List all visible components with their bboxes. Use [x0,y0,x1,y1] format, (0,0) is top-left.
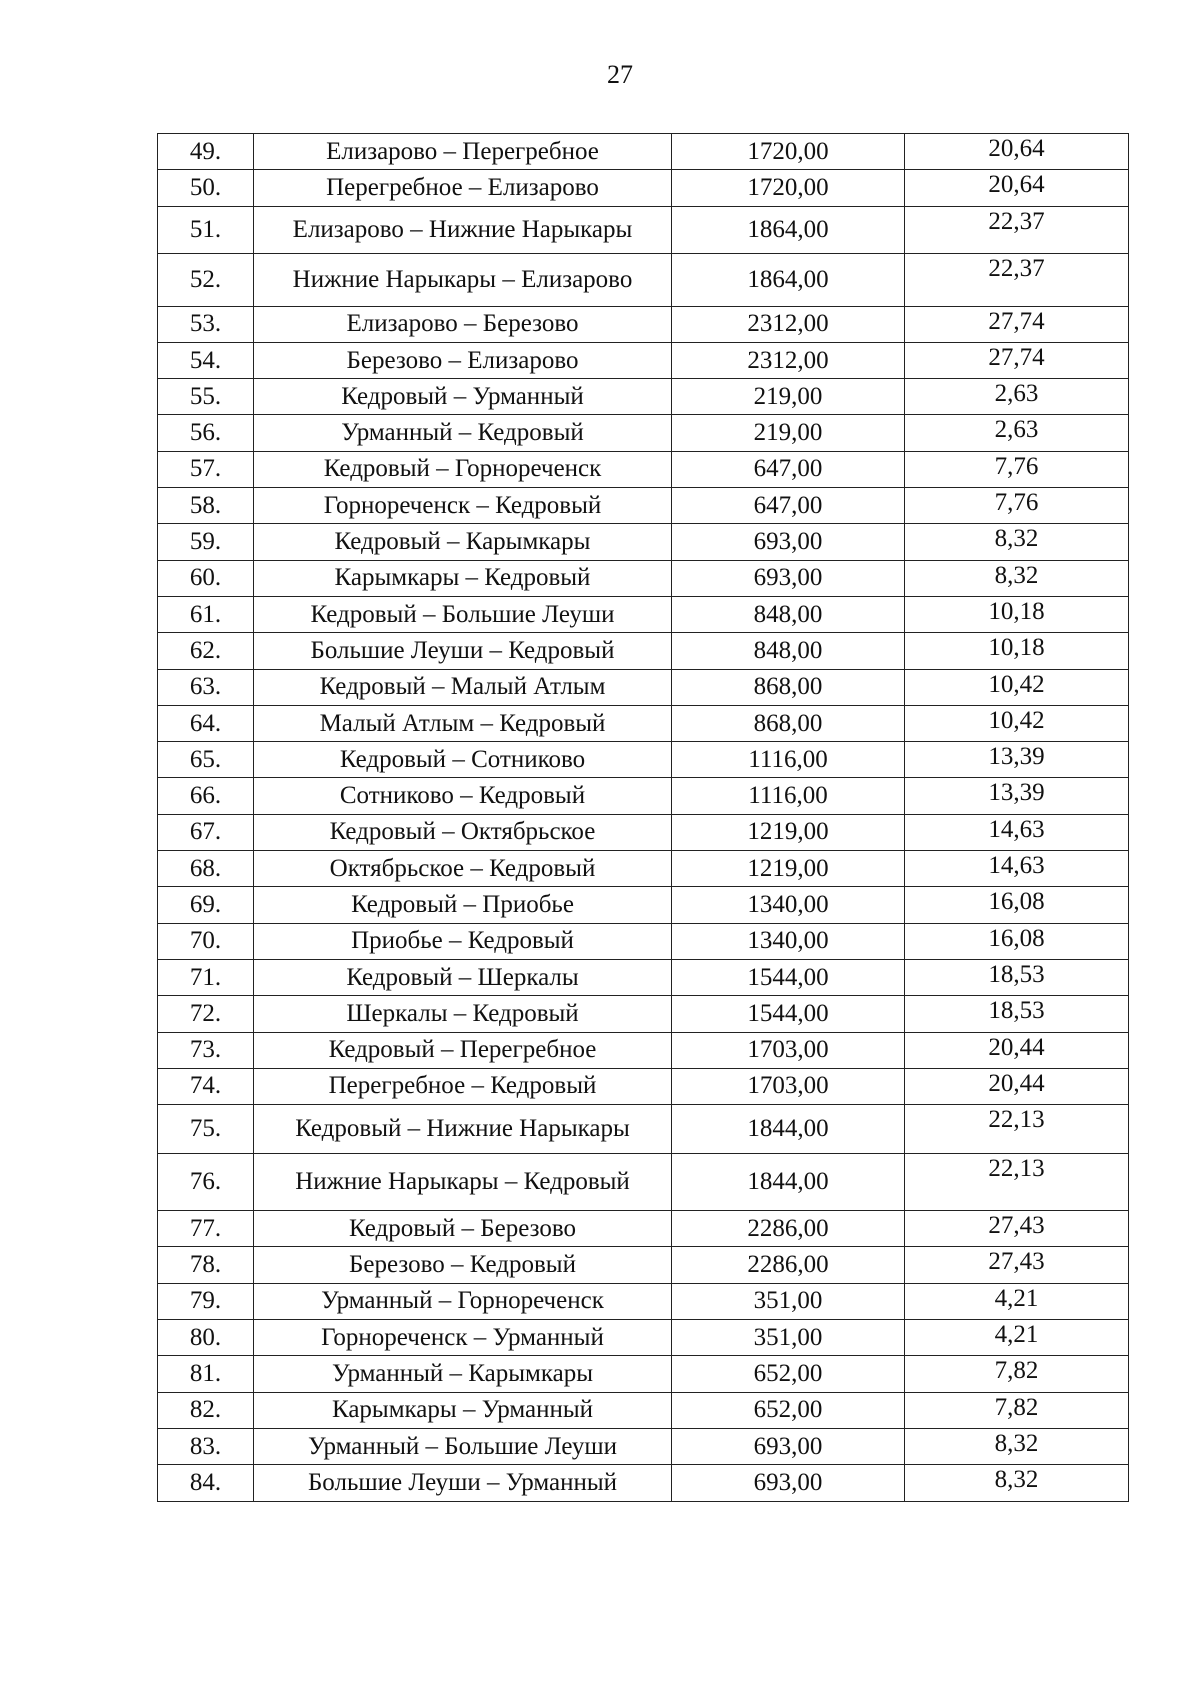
route-distance: 1720,00 [672,170,905,206]
route-value: 27,74 [905,342,1129,378]
table-row [158,669,1129,705]
row-number: 64. [158,705,254,741]
route-value: 7,82 [905,1392,1129,1428]
table-row [158,1428,1129,1464]
table-row [158,1154,1129,1211]
route-name: Елизарово – Нижние Нарыкары [254,206,672,253]
row-number: 56. [158,415,254,451]
table-row [158,1105,1129,1154]
row-number: 68. [158,851,254,887]
route-name: Кедровый – Перегребное [254,1032,672,1068]
route-name: Елизарово – Перегребное [254,134,672,170]
route-value: 2,63 [905,379,1129,415]
route-distance: 1116,00 [672,742,905,778]
route-distance: 219,00 [672,415,905,451]
route-distance: 2312,00 [672,342,905,378]
table-row [158,134,1129,170]
table-row [158,379,1129,415]
table-body [158,134,1129,1502]
table-row [158,1356,1129,1392]
route-distance: 693,00 [672,1428,905,1464]
row-number: 58. [158,488,254,524]
table-row [158,451,1129,487]
route-name: Нижние Нарыкары – Кедровый [254,1154,672,1211]
route-value: 27,74 [905,306,1129,342]
route-value: 2,63 [905,415,1129,451]
route-name: Урманный – Большие Леуши [254,1428,672,1464]
route-name: Кедровый – Октябрьское [254,814,672,850]
row-number: 65. [158,742,254,778]
route-distance: 693,00 [672,524,905,560]
route-value: 8,32 [905,1428,1129,1464]
route-value: 7,82 [905,1356,1129,1392]
row-number: 83. [158,1428,254,1464]
route-value: 20,64 [905,134,1129,170]
table-row [158,1392,1129,1428]
row-number: 62. [158,633,254,669]
route-distance: 868,00 [672,705,905,741]
route-name: Елизарово – Березово [254,306,672,342]
row-number: 80. [158,1320,254,1356]
route-distance: 693,00 [672,1465,905,1501]
row-number: 61. [158,596,254,632]
route-distance: 1219,00 [672,814,905,850]
route-distance: 1703,00 [672,1068,905,1104]
table-row [158,1465,1129,1501]
row-number: 55. [158,379,254,415]
route-value: 4,21 [905,1283,1129,1319]
route-name: Карымкары – Урманный [254,1392,672,1428]
route-distance: 1703,00 [672,1032,905,1068]
route-value: 14,63 [905,814,1129,850]
table-row [158,206,1129,253]
route-value: 27,43 [905,1247,1129,1283]
table-row [158,596,1129,632]
row-number: 82. [158,1392,254,1428]
table-row [158,342,1129,378]
route-name: Урманный – Кедровый [254,415,672,451]
route-name: Кедровый – Шеркалы [254,959,672,995]
row-number: 54. [158,342,254,378]
table-row [158,959,1129,995]
route-distance: 2312,00 [672,306,905,342]
row-number: 74. [158,1068,254,1104]
table-row [158,1032,1129,1068]
route-distance: 848,00 [672,633,905,669]
route-value: 22,13 [905,1154,1129,1211]
table-row [158,1211,1129,1247]
route-value: 20,44 [905,1032,1129,1068]
route-distance: 693,00 [672,560,905,596]
row-number: 81. [158,1356,254,1392]
route-name: Горнореченск – Урманный [254,1320,672,1356]
row-number: 50. [158,170,254,206]
table-row [158,1068,1129,1104]
route-name: Кедровый – Сотниково [254,742,672,778]
table-row [158,253,1129,306]
row-number: 53. [158,306,254,342]
row-number: 59. [158,524,254,560]
route-value: 10,42 [905,669,1129,705]
route-distance: 1844,00 [672,1154,905,1211]
table-row [158,778,1129,814]
row-number: 67. [158,814,254,850]
route-value: 14,63 [905,851,1129,887]
route-value: 7,76 [905,451,1129,487]
route-name: Октябрьское – Кедровый [254,851,672,887]
route-distance: 1340,00 [672,923,905,959]
table-row [158,1247,1129,1283]
route-distance: 2286,00 [672,1247,905,1283]
row-number: 79. [158,1283,254,1319]
route-distance: 848,00 [672,596,905,632]
route-value: 4,21 [905,1320,1129,1356]
route-value: 7,76 [905,488,1129,524]
route-value: 16,08 [905,887,1129,923]
route-value: 10,18 [905,633,1129,669]
table-row [158,633,1129,669]
row-number: 84. [158,1465,254,1501]
route-name: Сотниково – Кедровый [254,778,672,814]
route-value: 20,64 [905,170,1129,206]
route-value: 18,53 [905,959,1129,995]
table-row [158,415,1129,451]
route-name: Урманный – Карымкары [254,1356,672,1392]
row-number: 69. [158,887,254,923]
route-name: Приобье – Кедровый [254,923,672,959]
route-name: Кедровый – Горнореченск [254,451,672,487]
row-number: 77. [158,1211,254,1247]
row-number: 71. [158,959,254,995]
route-distance: 1544,00 [672,996,905,1032]
route-name: Кедровый – Березово [254,1211,672,1247]
row-number: 60. [158,560,254,596]
route-distance: 647,00 [672,488,905,524]
route-distance: 1864,00 [672,253,905,306]
route-value: 10,42 [905,705,1129,741]
table-row [158,1320,1129,1356]
row-number: 52. [158,253,254,306]
route-name: Урманный – Горнореченск [254,1283,672,1319]
table-row [158,1283,1129,1319]
route-distance: 1544,00 [672,959,905,995]
route-table [157,133,1129,1502]
route-name: Карымкары – Кедровый [254,560,672,596]
table-row [158,560,1129,596]
route-value: 13,39 [905,778,1129,814]
route-distance: 1720,00 [672,134,905,170]
table-row [158,524,1129,560]
row-number: 76. [158,1154,254,1211]
route-value: 16,08 [905,923,1129,959]
table-row [158,705,1129,741]
route-value: 8,32 [905,560,1129,596]
route-name: Большие Леуши – Кедровый [254,633,672,669]
table-row [158,306,1129,342]
route-distance: 351,00 [672,1283,905,1319]
route-value: 8,32 [905,1465,1129,1501]
route-distance: 1864,00 [672,206,905,253]
route-distance: 351,00 [672,1320,905,1356]
route-name: Перегребное – Кедровый [254,1068,672,1104]
route-name: Кедровый – Нижние Нарыкары [254,1105,672,1154]
route-distance: 1844,00 [672,1105,905,1154]
route-name: Перегребное – Елизарово [254,170,672,206]
table-row [158,488,1129,524]
route-name: Кедровый – Карымкары [254,524,672,560]
route-value: 22,37 [905,253,1129,306]
route-distance: 1116,00 [672,778,905,814]
route-value: 20,44 [905,1068,1129,1104]
row-number: 75. [158,1105,254,1154]
route-name: Кедровый – Большие Леуши [254,596,672,632]
route-name: Березово – Кедровый [254,1247,672,1283]
row-number: 73. [158,1032,254,1068]
route-name: Горнореченск – Кедровый [254,488,672,524]
route-distance: 1219,00 [672,851,905,887]
route-name: Малый Атлым – Кедровый [254,705,672,741]
table-row [158,170,1129,206]
route-name: Кедровый – Малый Атлым [254,669,672,705]
route-value: 13,39 [905,742,1129,778]
route-value: 8,32 [905,524,1129,560]
route-distance: 652,00 [672,1392,905,1428]
table-row [158,814,1129,850]
route-value: 22,37 [905,206,1129,253]
route-name: Кедровый – Приобье [254,887,672,923]
route-name: Шеркалы – Кедровый [254,996,672,1032]
table-row [158,887,1129,923]
row-number: 63. [158,669,254,705]
route-name: Кедровый – Урманный [254,379,672,415]
route-value: 18,53 [905,996,1129,1032]
row-number: 49. [158,134,254,170]
table-row [158,851,1129,887]
route-name: Березово – Елизарово [254,342,672,378]
row-number: 78. [158,1247,254,1283]
route-name: Большие Леуши – Урманный [254,1465,672,1501]
row-number: 51. [158,206,254,253]
table-row [158,923,1129,959]
route-name: Нижние Нарыкары – Елизарово [254,253,672,306]
row-number: 57. [158,451,254,487]
route-value: 27,43 [905,1211,1129,1247]
page-number: 27 [607,60,633,89]
route-distance: 868,00 [672,669,905,705]
route-value: 10,18 [905,596,1129,632]
row-number: 72. [158,996,254,1032]
route-value: 22,13 [905,1105,1129,1154]
route-distance: 647,00 [672,451,905,487]
table-row [158,996,1129,1032]
row-number: 66. [158,778,254,814]
route-distance: 652,00 [672,1356,905,1392]
route-distance: 2286,00 [672,1211,905,1247]
route-distance: 219,00 [672,379,905,415]
row-number: 70. [158,923,254,959]
route-distance: 1340,00 [672,887,905,923]
table-row [158,742,1129,778]
